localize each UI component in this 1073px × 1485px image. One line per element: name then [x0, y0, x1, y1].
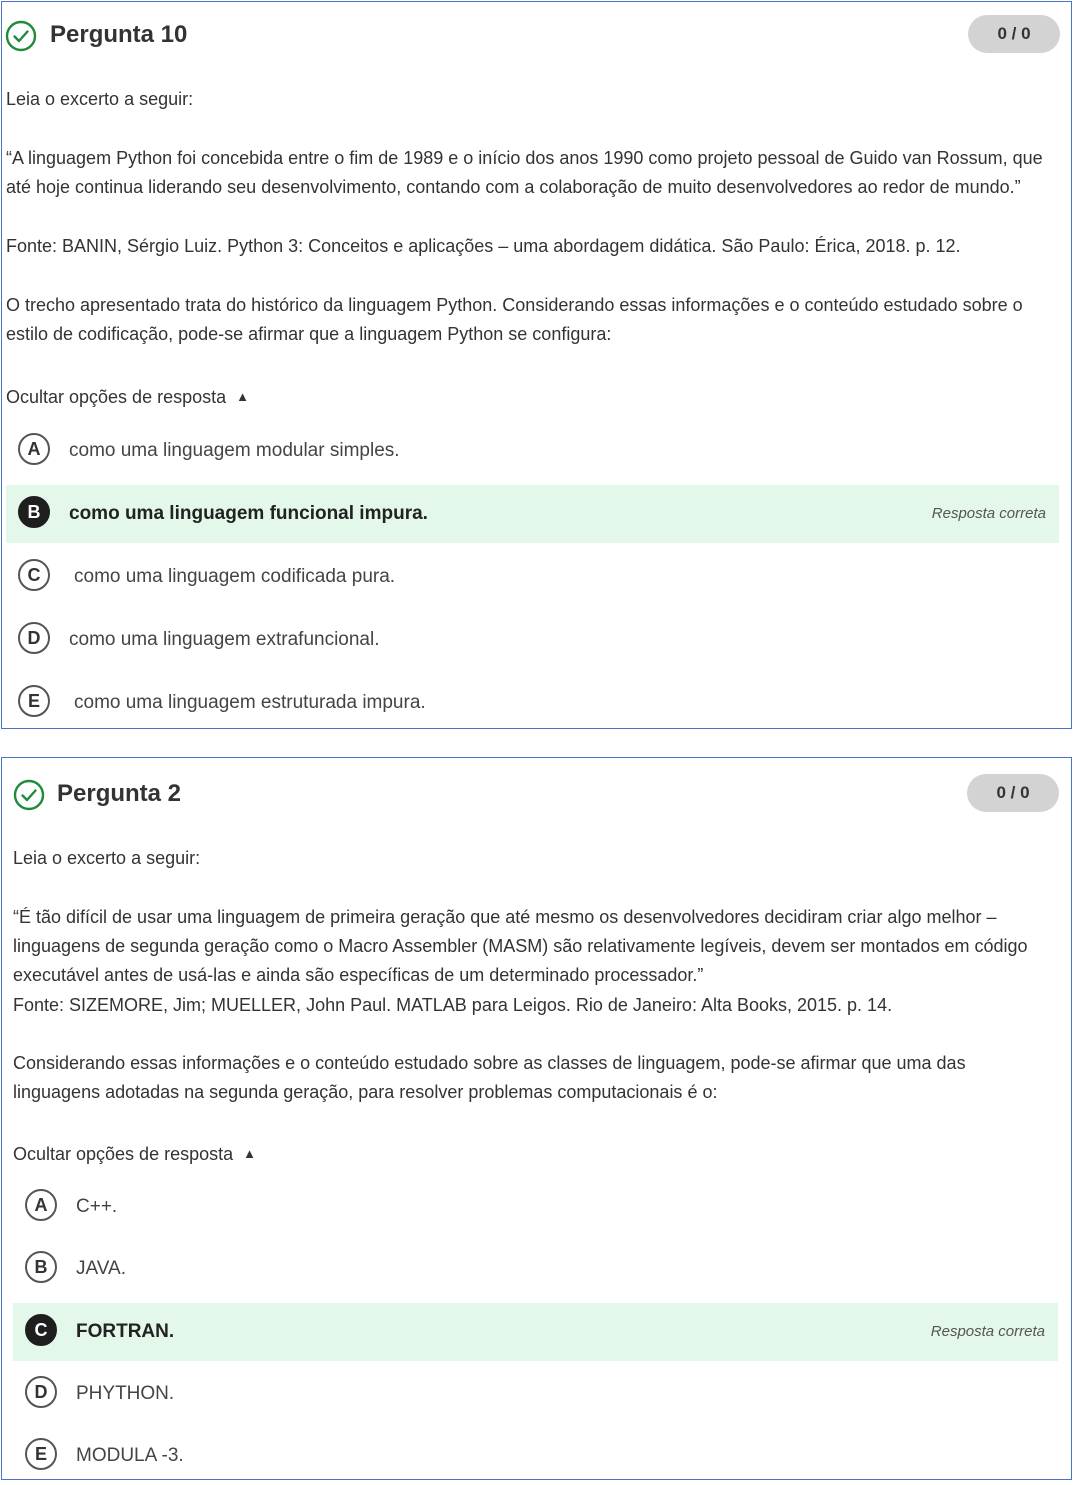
- option-letter-badge: C: [25, 1314, 57, 1346]
- option-letter-badge: A: [25, 1189, 57, 1221]
- option-letter-badge: A: [18, 433, 50, 465]
- question-quote: “A linguagem Python foi concebida entre o fim de 1989 e o início dos anos 1990 como projeto pessoal de Guido van Rossum, que até hoje continua liderando seu desenvolvimento, contando com a colaboração de muito desenvolvedores ao redor de mundo.”: [6, 148, 1043, 197]
- option-e[interactable]: [6, 674, 1059, 732]
- option-text: como uma linguagem estruturada impura.: [74, 692, 426, 713]
- score-badge: 0 / 0: [967, 774, 1059, 812]
- option-text: JAVA.: [76, 1258, 126, 1279]
- option-text: como uma linguagem extrafuncional.: [69, 629, 380, 650]
- toggle-label: Ocultar opções de resposta: [6, 387, 227, 407]
- option-letter-badge: D: [25, 1376, 57, 1408]
- question-title: Pergunta 10: [50, 21, 188, 48]
- option-text: FORTRAN.: [76, 1321, 175, 1342]
- option-text: C++.: [76, 1196, 118, 1217]
- option-text: como uma linguagem codificada pura.: [74, 566, 396, 587]
- option-text: como uma linguagem modular simples.: [69, 440, 400, 461]
- option-letter-badge: B: [18, 496, 50, 528]
- option-a[interactable]: [6, 422, 1059, 480]
- chevron-up-icon: ▲: [236, 389, 249, 404]
- question-source: Fonte: SIZEMORE, Jim; MUELLER, John Paul. MATLAB para Leigos. Rio de Janeiro: Alta Books, 2015. p. 14.: [13, 995, 893, 1015]
- question-source: Fonte: BANIN, Sérgio Luiz. Python 3: Conceitos e aplicações – uma abordagem didática. São Paulo: Érica, 2018. p. 12.: [6, 236, 961, 256]
- option-letter-badge: B: [25, 1251, 57, 1283]
- score-badge: 0 / 0: [968, 15, 1060, 53]
- option-c[interactable]: [13, 1303, 1058, 1361]
- question-card-2: [1, 757, 1072, 1480]
- question-prompt: O trecho apresentado trata do histórico da linguagem Python. Considerando essas informações e o conteúdo estudado sobre o estilo de codificação, pode-se afirmar que a linguagem Python se configura:: [6, 295, 1023, 344]
- check-circle-icon: [13, 779, 45, 811]
- option-letter-badge: D: [18, 622, 50, 654]
- option-text: como uma linguagem funcional impura.: [69, 503, 428, 524]
- option-b[interactable]: [6, 485, 1059, 543]
- question-header: [2, 758, 1071, 822]
- correct-answer-label: Resposta correta: [931, 505, 1046, 522]
- option-e[interactable]: [13, 1427, 1058, 1485]
- correct-answer-label: Resposta correta: [930, 1323, 1045, 1340]
- check-circle-icon: [5, 20, 37, 52]
- hide-answer-options-toggle[interactable]: [13, 1142, 256, 1166]
- option-text: PHYTHON.: [76, 1383, 175, 1404]
- question-card-10: [1, 1, 1072, 729]
- option-letter-badge: E: [25, 1438, 57, 1470]
- question-prompt: Considerando essas informações e o conteúdo estudado sobre as classes de linguagem, pode-se afirmar que uma das linguagens adotadas na segunda geração, para resolver problemas computacionais é o:: [13, 1053, 966, 1102]
- option-a[interactable]: [13, 1178, 1058, 1236]
- toggle-label: Ocultar opções de resposta: [13, 1144, 234, 1164]
- option-d[interactable]: [13, 1365, 1058, 1423]
- option-letter-badge: E: [18, 685, 50, 717]
- question-intro: Leia o excerto a seguir:: [6, 89, 194, 109]
- chevron-up-icon: ▲: [243, 1146, 256, 1161]
- option-letter-badge: C: [18, 559, 50, 591]
- question-header: [2, 2, 1071, 66]
- question-title: Pergunta 2: [57, 780, 182, 807]
- hide-answer-options-toggle[interactable]: [6, 385, 249, 409]
- option-text: MODULA -3.: [76, 1445, 184, 1466]
- question-intro: Leia o excerto a seguir:: [13, 848, 201, 868]
- option-c[interactable]: [6, 548, 1059, 606]
- question-quote: “É tão difícil de usar uma linguagem de primeira geração que até mesmo os desenvolvedores decidiram criar algo melhor – linguagens de segunda geração como o Macro Assembler (MASM) são relativamente legíveis, devem ser montados em código executável antes de usá-las e ainda são específicas de um determinado processador.”: [13, 907, 1028, 985]
- option-d[interactable]: [6, 611, 1059, 669]
- option-b[interactable]: [13, 1240, 1058, 1298]
